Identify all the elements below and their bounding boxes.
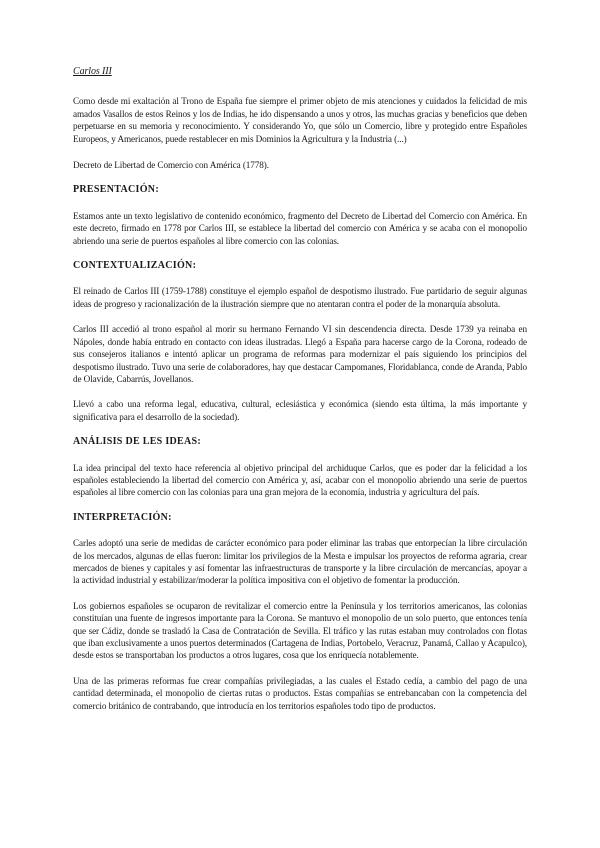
paragraph: La idea principal del texto hace referencia al objetivo principal del archiduque Carlos, que es poder dar la felicidad a los españoles estableciendo la libertad del comercio con América y, así, acabar con el monopolio abriendo una serie de puertos españoles al libre comercio con las colonias para una gran mejora de la economía, industria y agricultura del país. [73, 462, 527, 498]
paragraph: El reinado de Carlos III (1759-1788) constituye el ejemplo español de despotismo ilustrado. Fue partidario de seguir algunas ideas de progreso y racionalización de la ilustración siempre que no atentaran contra el poder de la monarquía absoluta. [73, 286, 527, 309]
paragraph: Una de las primeras reformas fue crear compañías privilegiadas, a las cuales el Estado cedía, a cambio del pago de una cantidad determinada, el monopolio de ciertas rutas o productos. Estas compañías se entrebancaban con la competencia del comercio británico de contrabando, que introducía en los territorios españoles todo tipo de productos. [73, 675, 527, 711]
source-line: Decreto de Libertad de Comercio con América (1778). [73, 160, 269, 171]
section-heading-presentacion: PRESENTACIÓN: [73, 184, 159, 196]
paragraph: Llevó a cabo una reforma legal, educativa, cultural, eclesiástica y económica (siendo esta última, la más importante y significativa para el desarrollo de la sociedad). [73, 399, 527, 422]
paragraph: Carles adoptó una serie de medidas de carácter económico para poder eliminar las trabas que entorpecían la libre circulación de los mercados, algunas de ellas fueron: limitar los privilegios de la Mesta e impulsar los proyectos de reforma agraria, crear mercados de bienes y capitales y así fomentar las infraestructuras de transporte y la libre circulación de mercancías, apoyar a la actividad industrial y estabilizar/moderar la política impositiva con el objetivo de fomentar la producción. [73, 538, 527, 586]
section-heading-interpretacion: INTERPRETACIÓN: [73, 511, 172, 523]
paragraph: Carlos III accedió al trono español al morir su hermano Fernando VI sin descendencia directa. Desde 1739 ya reinaba en Nápoles, donde había entrado en contacto con ideas ilustradas. Llegó a España para hacerse cargo de la Corona, rodeado de sus consejeros italianos e intentó aplicar un programa de reformas para modernizar el país siguiendo los principios del despotismo ilustrado. Tuvo una serie de colaboradores, hay que destacar Campomanes, Floridablanca, conde de Aranda, Pablo de Olavide, Cabarrús, Jovellanos. [73, 324, 527, 384]
section-heading-analisis: ANÁLISIS DE LES IDEAS: [73, 436, 202, 448]
document-page [73, 66, 527, 712]
paragraph: Estamos ante un texto legislativo de contenido económico, fragmento del Decreto de Libertad del Comercio con América. En este decreto, firmado en 1778 por Carlos III, se establece la libertad del comercio con América y se acaba con el monopolio abriendo una serie de puertos españoles al libre comercio con las colonias. [73, 210, 527, 246]
quote-paragraph: Como desde mi exaltación al Trono de España fue siempre el primer objeto de mis atenciones y cuidados la felicidad de mis amados Vasallos de estos Reinos y los de Indias, he ido dispensando a unos y otros, las muchas gracias y beneficios que deben perpetuarse en su memoria y reconocimiento. Y considerando Yo, que sólo un Comercio, libre y protegido entre Españoles Europeos, y Americanos, puede restablecer en mis Dominios la Agricultura y la Industria (...) [73, 96, 527, 144]
section-heading-contextualizacion: CONTEXTUALIZACIÓN: [73, 260, 197, 272]
document-title: Carlos III [73, 66, 112, 77]
paragraph: Los gobiernos españoles se ocuparon de revitalizar el comercio entre la Península y los territorios americanos, las colonias constituían una fuente de ingresos importante para la Corona. Se mantuvo el monopolio de un solo puerto, que entonces tenía que ser Cádiz, donde se trasladó la Casa de Contratación de Sevilla. El tráfico y las rutas estaban muy controlados con flotas que iban exclusivamente a unos puertos determinados (Cartagena de Indias, Portobelo, Veracruz, Panamá, Callao y Acapulco), desde estos se transportaban los productos a otros lugares, cosa que los enriquecía notablemente. [73, 600, 527, 661]
